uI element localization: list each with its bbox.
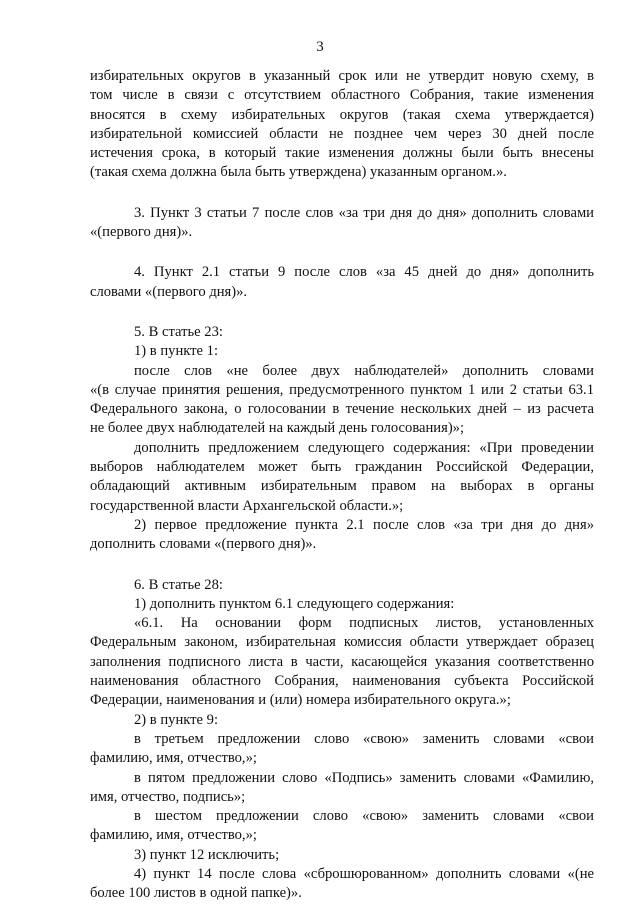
text-line: дополнить предложением следующего содержания: «При проведении (134, 439, 594, 456)
text-line: 3) пункт 12 исключить; (134, 846, 280, 863)
text-line: «6.1. На основании форм подписных листов, установленных (134, 615, 594, 632)
text-line: 2) в пункте 9: (134, 711, 219, 728)
text-line: после слов «не более двух наблюдателей» дополнить словами (134, 362, 594, 379)
text-line: в пятом предложении слово «Подпись» заменить словами «Фамилию, (134, 769, 594, 786)
text-line: словами «(первого дня)». (90, 283, 248, 300)
text-line: 4. Пункт 2.1 статьи 9 после слов «за 45 дней до дня» дополнить (134, 264, 594, 281)
text-line: «(в случае принятия решения, предусмотренного пунктом 1 или 2 статьи 63.1 (90, 381, 594, 398)
text-line: Федеральным законом, избирательная комиссия области утверждает образец (90, 634, 594, 651)
text-line: заполнения подписного листа в части, касающейся указания соответственно (90, 653, 594, 670)
text-line: том числе в связи с отсутствием областного Собрания, такие изменения (90, 87, 594, 104)
text-line: Федерального закона, о голосовании в течение нескольких дней – из расчета (90, 401, 594, 418)
text-line: государственной власти Архангельской области.»; (90, 497, 404, 514)
document-body (90, 67, 594, 904)
text-line: вносятся в схему избирательных округов (такая схема утверждается) (90, 106, 594, 123)
text-line: 2) первое предложение пункта 2.1 после слов «за три дня до дня» (134, 516, 594, 533)
text-line: 1) дополнить пунктом 6.1 следующего содержания: (134, 595, 455, 612)
text-line: избирательной комиссией области не позднее чем через 30 дней после (90, 125, 594, 142)
text-line: фамилию, имя, отчество,»; (90, 750, 257, 767)
text-line: выборов наблюдателем может быть гражданин Российской Федерации, (90, 459, 594, 476)
text-line: наименования областного Собрания, наименования субъекта Российской (90, 673, 594, 690)
page-number: 3 (316, 39, 324, 55)
text-line: обладающий активным избирательным правом на выборах в органы (90, 478, 594, 495)
text-line: имя, отчество, подпись»; (90, 788, 246, 805)
text-line: (такая схема должна была быть утверждена) указанным органом.». (90, 164, 507, 181)
text-line: истечения срока, в который такие изменения должны были быть внесены (90, 145, 594, 162)
text-line: 5. В статье 23: (134, 323, 223, 340)
text-line: 3. Пункт 3 статьи 7 после слов «за три дня до дня» дополнить словами (134, 204, 594, 221)
text-line: «(первого дня)». (90, 224, 193, 241)
text-line: Федерации, наименования и (или) номера избирательного округа.»; (90, 692, 511, 709)
text-line: 4) пункт 14 после слова «сброшюрованном» дополнить словами «(не (134, 865, 594, 882)
text-line: более 100 листов в одной папке)». (90, 885, 302, 902)
text-line: фамилию, имя, отчество,»; (90, 827, 257, 844)
text-line: 6. В статье 28: (134, 576, 223, 593)
text-line: 1) в пункте 1: (134, 343, 219, 360)
text-line: дополнить словами «(первого дня)». (90, 536, 317, 553)
text-line: не более двух наблюдателей на каждый день голосования)»; (90, 420, 465, 437)
text-line: в третьем предложении слово «свою» заменить словами «свои (134, 730, 594, 747)
text-line: в шестом предложении слово «свою» заменить словами «свои (134, 808, 594, 825)
text-line: избирательных округов в указанный срок или не утвердит новую схему, в (90, 68, 594, 84)
